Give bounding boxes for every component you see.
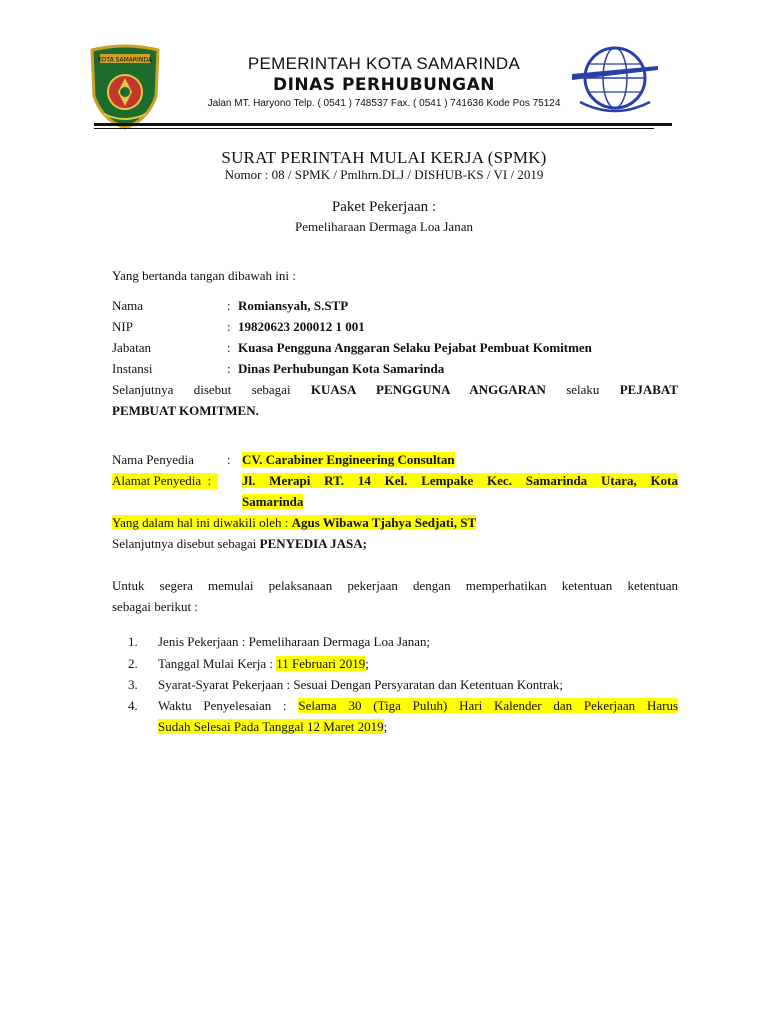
- provider-address-label: Alamat Penyedia :: [112, 473, 218, 488]
- field-colon: :: [227, 340, 231, 355]
- letterhead: [0, 0, 768, 140]
- instruction-line2: sebagai berikut :: [112, 599, 198, 614]
- representative-name: Agus Wibawa Tjahya Sedjati, ST: [291, 515, 477, 530]
- designation-prefix: Selanjutnya disebut sebagai: [112, 382, 311, 397]
- department-name: DINAS PERHUBUNGAN: [272, 75, 495, 95]
- package-label: Paket Pekerjaan :: [331, 199, 437, 215]
- field-value: Dinas Perhubungan Kota Samarinda: [238, 361, 445, 376]
- list-number: 3.: [128, 677, 138, 692]
- svg-text:KOTA SAMARINDA: KOTA SAMARINDA: [98, 56, 152, 64]
- field-label: NIP: [112, 319, 133, 334]
- instruction-line1: Untuk segera memulai pelaksanaan pekerjaan dengan memperhatikan ketentuan ketentuan: [112, 578, 678, 593]
- signer-intro: Yang bertanda tangan dibawah ini :: [112, 268, 296, 283]
- designation-ppk: PEJABAT: [619, 382, 678, 397]
- designation-mid: selaku: [545, 382, 620, 397]
- field-value: Kuasa Pengguna Anggaran Selaku Pejabat Pembuat Komitmen: [238, 340, 592, 355]
- field-label: Instansi: [112, 361, 153, 376]
- provider-name-value: CV. Carabiner Engineering Consultan: [242, 452, 455, 467]
- letterhead-divider-thick: [94, 123, 672, 126]
- document-title: SURAT PERINTAH MULAI KERJA (SPMK): [221, 148, 547, 167]
- government-name: PEMERINTAH KOTA SAMARINDA: [247, 54, 521, 73]
- start-date: 11 Februari 2019: [276, 656, 366, 671]
- provider-name-label: Nama Penyedia: [112, 452, 194, 467]
- list-number: 4.: [128, 698, 138, 713]
- provider-address-line2: Samarinda: [242, 494, 304, 509]
- signer-designation-line2: PEMBUAT KOMITMEN.: [112, 403, 259, 418]
- field-colon: :: [227, 298, 231, 313]
- list-text-continued: Sudah Selesai Pada Tanggal 12 Maret 2019;: [158, 719, 388, 734]
- list-text: Jenis Pekerjaan : Pemeliharaan Dermaga Loa Janan;: [158, 634, 431, 649]
- provider-designation: Selanjutnya disebut sebagai PENYEDIA JASA;: [112, 536, 367, 551]
- letterhead-divider-thin: [94, 128, 654, 129]
- representative-prefix: Yang dalam hal ini diwakili oleh :: [112, 515, 292, 530]
- signer-designation-line1: [112, 382, 678, 398]
- list-text: Waktu Penyelesaian : Selama 30 (Tiga Puluh) Hari Kalender dan Pekerjaan Harus: [158, 698, 679, 713]
- field-label: Nama: [112, 298, 144, 313]
- field-label: Jabatan: [112, 340, 151, 355]
- field-value: Romiansyah, S.STP: [238, 298, 349, 313]
- list-text: Syarat-Syarat Pekerjaan : Sesuai Dengan Persyaratan dan Ketentuan Kontrak;: [158, 677, 564, 692]
- field-colon: :: [227, 361, 231, 376]
- package-value: Pemeliharaan Dermaga Loa Janan: [295, 219, 473, 234]
- office-address: Jalan MT. Haryono Telp. ( 0541 ) 748537 Fax. ( 0541 ) 741636 Kode Pos 75124: [207, 98, 561, 109]
- completion-date: Sudah Selesai Pada Tanggal 12 Maret 2019: [158, 719, 384, 734]
- list-text: Tanggal Mulai Kerja : 11 Februari 2019;: [158, 656, 369, 671]
- completion-period: Selama 30 (Tiga Puluh) Hari Kalender dan Pekerjaan Harus: [298, 698, 679, 713]
- document-number: Nomor : 08 / SPMK / Pmlhrn.DLJ / DISHUB-KS / VI / 2019: [224, 167, 544, 182]
- provider-representative: [112, 515, 476, 531]
- field-value: 19820623 200012 1 001: [238, 319, 365, 334]
- provider-designation-value: PENYEDIA JASA;: [259, 536, 367, 551]
- field-colon: :: [227, 319, 231, 334]
- list-number: 1.: [128, 634, 138, 649]
- field-colon: :: [227, 452, 231, 467]
- designation-kpa: KUASA PENGGUNA ANGGARAN: [310, 382, 546, 397]
- list-number: 2.: [128, 656, 138, 671]
- provider-address-line1: Jl. Merapi RT. 14 Kel. Lempake Kec. Samarinda Utara, Kota: [242, 473, 678, 488]
